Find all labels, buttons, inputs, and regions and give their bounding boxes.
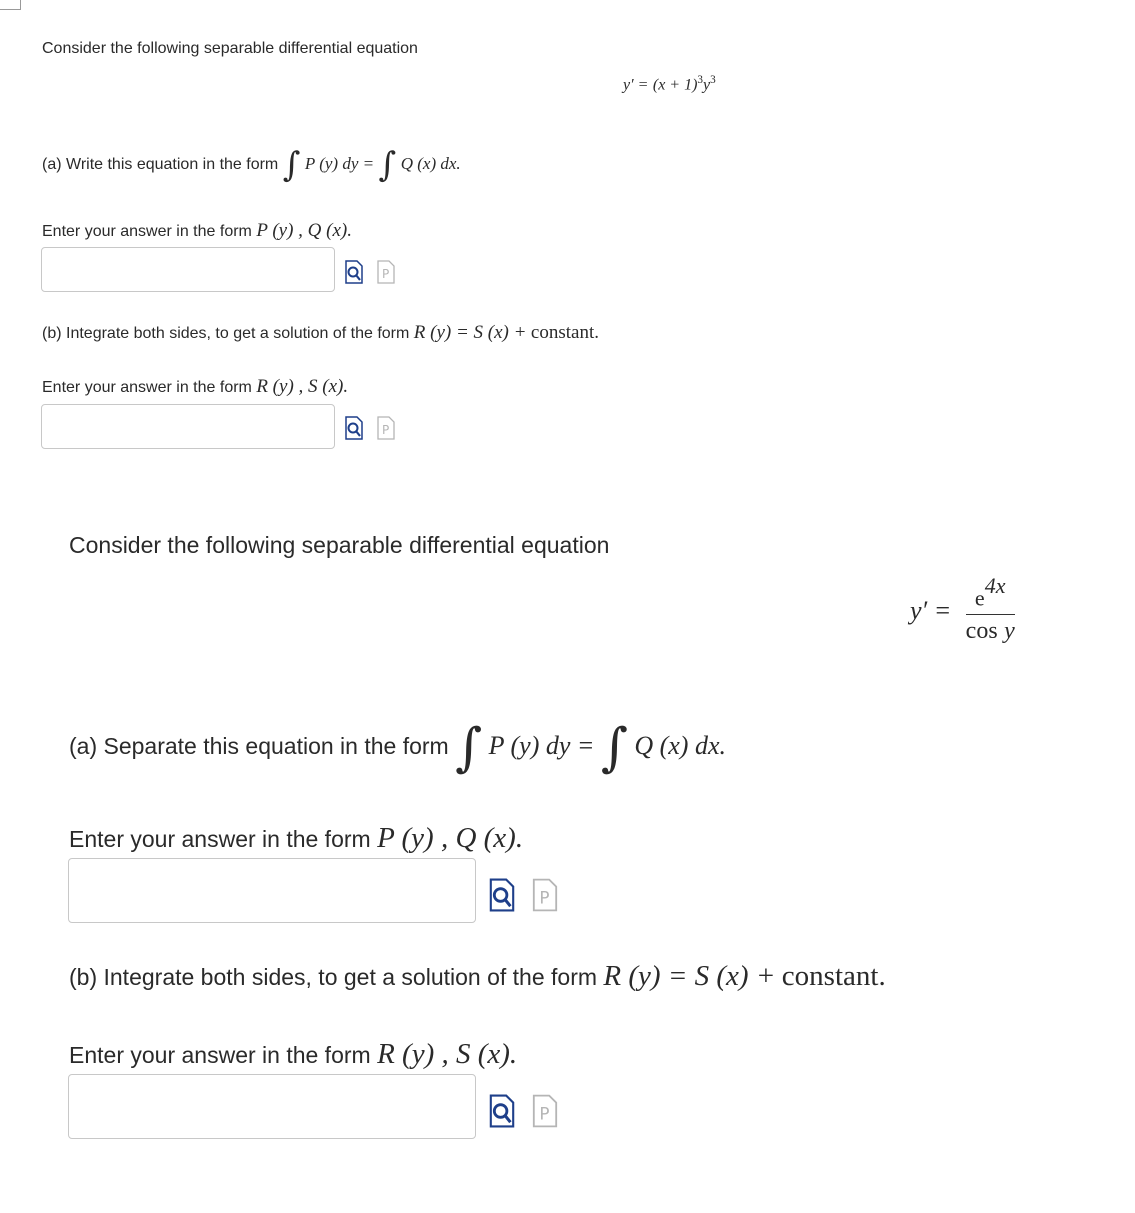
problem1-part-a: (a) Write this equation in the form ∫ P (y) dy = ∫ Q (x) dx. xyxy=(42,144,461,185)
problem1-answer-b-prompt: Enter your answer in the form R (y) , S (x). xyxy=(42,376,349,397)
problem2-answer-a-input[interactable] xyxy=(68,858,476,923)
problem1-answer-b-input[interactable] xyxy=(41,404,335,449)
integral-sign: ∫ xyxy=(282,144,301,185)
preview-icon[interactable] xyxy=(344,260,364,284)
problem2-answer-b-prompt: Enter your answer in the form R (y) , S (x). xyxy=(69,1038,518,1070)
svg-text:P: P xyxy=(382,267,390,281)
integral-sign: ∫ xyxy=(455,717,483,778)
integral-sign: ∫ xyxy=(378,144,397,185)
palette-icon[interactable] xyxy=(376,416,396,440)
problem1-part-b: (b) Integrate both sides, to get a solution of the form R (y) = S (x) + constant. xyxy=(42,322,599,343)
palette-icon[interactable] xyxy=(531,877,559,913)
problem2-answer-b-input[interactable] xyxy=(68,1074,476,1139)
problem2-part-b: (b) Integrate both sides, to get a solution of the form R (y) = S (x) + constant. xyxy=(69,960,886,992)
problem1-answer-a-input[interactable] xyxy=(41,247,335,292)
problem2-equation: y′ = $\frac{e^{4x}}{\text{cos y}}$ xyxy=(910,573,1015,644)
svg-text:P: P xyxy=(539,1103,550,1124)
window-corner xyxy=(0,0,21,10)
palette-icon[interactable] xyxy=(376,260,396,284)
problem1-equation: $y' = (x + 1)^3y^3$ xyxy=(623,74,716,94)
problem1-answer-a-prompt: Enter your answer in the form P (y) , Q (x). xyxy=(42,220,352,241)
svg-text:P: P xyxy=(539,887,550,908)
problem2-answer-a-prompt: Enter your answer in the form P (y) , Q (x). xyxy=(69,822,524,854)
preview-icon[interactable] xyxy=(488,877,516,913)
preview-icon[interactable] xyxy=(344,416,364,440)
preview-icon[interactable] xyxy=(488,1093,516,1129)
palette-icon[interactable] xyxy=(531,1093,559,1129)
problem2-part-a: (a) Separate this equation in the form ∫ P (y) dy = ∫ Q (x) dx. xyxy=(69,717,727,778)
svg-text:P: P xyxy=(382,423,390,437)
integral-sign: ∫ xyxy=(600,717,628,778)
problem1-intro: Consider the following separable differential equation xyxy=(42,40,418,57)
problem2-intro: Consider the following separable differential equation xyxy=(69,532,610,558)
